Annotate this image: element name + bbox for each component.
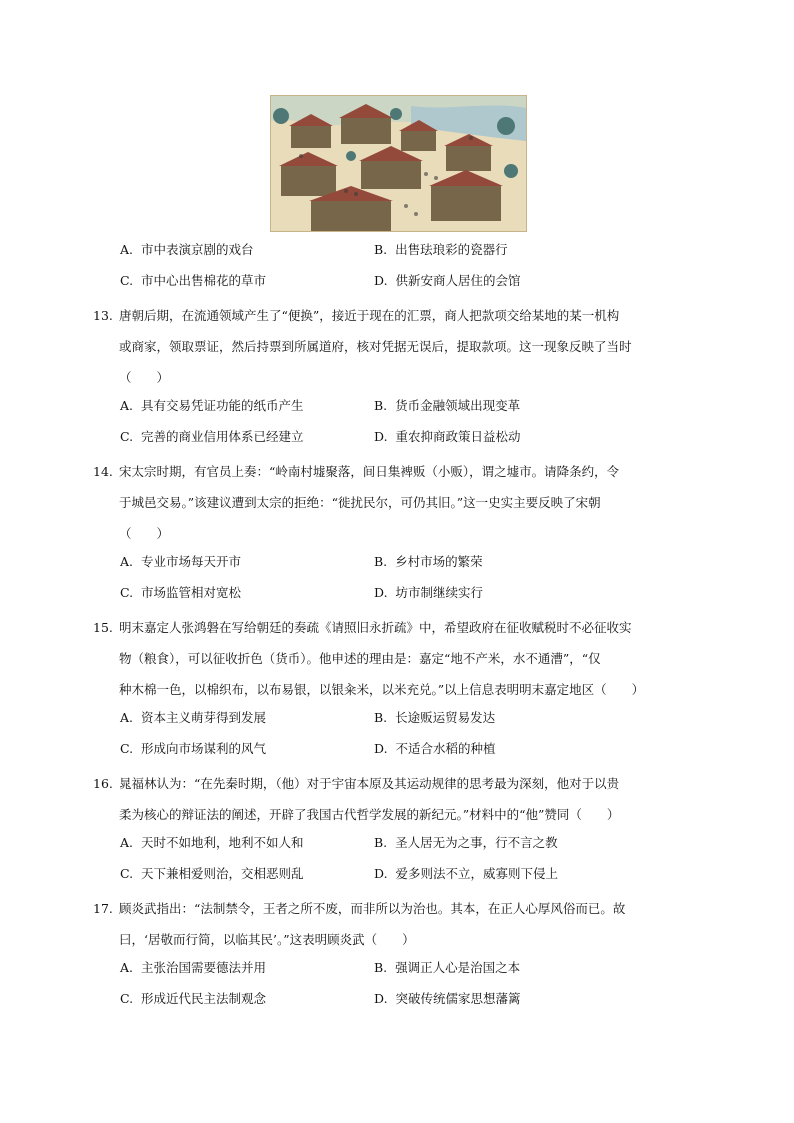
q14-option-b: B. 乡村市场的繁荣: [374, 554, 483, 569]
q14-option-c: C. 市场监管相对宽松: [120, 585, 242, 600]
question-14-line-1: 14. 宋太宗时期，有官员上奏：“岭南村墟聚落，间日集裨贩（小贩），谓之墟市。请降条约，令: [93, 464, 620, 479]
q15-option-c: C. 形成向市场谋利的风气: [120, 741, 267, 756]
question-17: [93, 893, 703, 955]
q14-option-a: A. 专业市场每天开市: [120, 554, 241, 569]
question-17-line-1: 17. 顾炎武指出：“法制禁令，王者之所不废，而非所以为治也。其本，在正人心厚风俗而已。故: [93, 901, 626, 916]
painting-image: [271, 96, 526, 231]
question-14-line-2: 于城邑交易。”该建议遭到太宗的拒绝：“徙扰民尔，可仍其旧。”这一史实主要反映了宋朝: [119, 495, 601, 510]
q16-option-d: D. 爱多则法不立，威寡则下侵上: [374, 866, 559, 881]
q13-option-a: A. 具有交易凭证功能的纸币产生: [120, 398, 304, 413]
question-15-line-2: 物（粮食），可以征收折色（货币）。他申述的理由是：嘉定“地不产米，水不通漕”，“仅: [119, 651, 601, 666]
q17-option-a: A. 主张治国需要德法并用: [120, 960, 266, 975]
q16-option-a: A. 天时不如地利，地利不如人和: [120, 835, 304, 850]
q12-option-d: D. 供新安商人居住的会馆: [374, 273, 521, 288]
q13-option-b: B. 货币金融领域出现变革: [374, 398, 521, 413]
q14-option-d: D. 坊市制继续实行: [374, 585, 484, 600]
question-13-line-1: 13. 唐朝后期，在流通领域产生了“便换”，接近于现在的汇票，商人把款项交给某地的某一机构: [93, 308, 620, 323]
q16-option-c: C. 天下兼相爱则治，交相恶则乱: [120, 866, 304, 881]
q15-option-b: B. 长途贩运贸易发达: [374, 710, 496, 725]
question-13: [93, 300, 703, 393]
q15-option-d: D. 不适合水稻的种植: [374, 741, 496, 756]
question-16-line-1: 16. 晁福林认为：“在先秦时期，（他）对于宇宙本原及其运动规律的思考最为深刻，他对于以贵: [93, 776, 620, 791]
q13-option-d: D. 重农抑商政策日益松动: [374, 429, 521, 444]
q13-option-c: C. 完善的商业信用体系已经建立: [120, 429, 304, 444]
question-15-line-3: 种木棉一色，以棉织布，以布易银，以银籴米，以米充兑。”以上信息表明明末嘉定地区（ ）: [119, 682, 645, 697]
q12-option-c: C. 市中心出售棉花的草市: [120, 273, 267, 288]
q16-option-b: B. 圣人居无为之事，行不言之教: [374, 835, 558, 850]
q12-option-a: A. 市中表演京剧的戏台: [120, 242, 254, 257]
question-15-line-1: 15. 明末嘉定人张鸿磐在写给朝廷的奏疏《请照旧永折疏》中，希望政府在征收赋税时不必征收实: [93, 620, 632, 635]
question-16: [93, 768, 703, 830]
question-17-line-2: 曰，‘居敬而行简，以临其民’。”这表明顾炎武（ ）: [119, 932, 415, 947]
q17-option-c: C. 形成近代民主法制观念: [120, 991, 267, 1006]
question-15: [93, 612, 703, 705]
painting-figure: [270, 95, 527, 232]
question-14-line-3: （ ）: [119, 526, 170, 541]
q17-option-b: B. 强调正人心是治国之本: [374, 960, 521, 975]
question-16-line-2: 柔为核心的辩证法的阐述，开辟了我国古代哲学发展的新纪元。”材料中的“他”赞同（ ）: [119, 807, 620, 822]
q12-option-b: B. 出售珐琅彩的瓷器行: [374, 242, 508, 257]
question-13-line-2: 或商家，领取票证，然后持票到所属道府，核对凭据无误后，提取款项。这一现象反映了当时: [119, 339, 632, 354]
q17-option-d: D. 突破传统儒家思想藩篱: [374, 991, 521, 1006]
q15-option-a: A. 资本主义萌芽得到发展: [120, 710, 266, 725]
question-13-line-3: （ ）: [119, 370, 170, 385]
question-14: [93, 456, 703, 549]
